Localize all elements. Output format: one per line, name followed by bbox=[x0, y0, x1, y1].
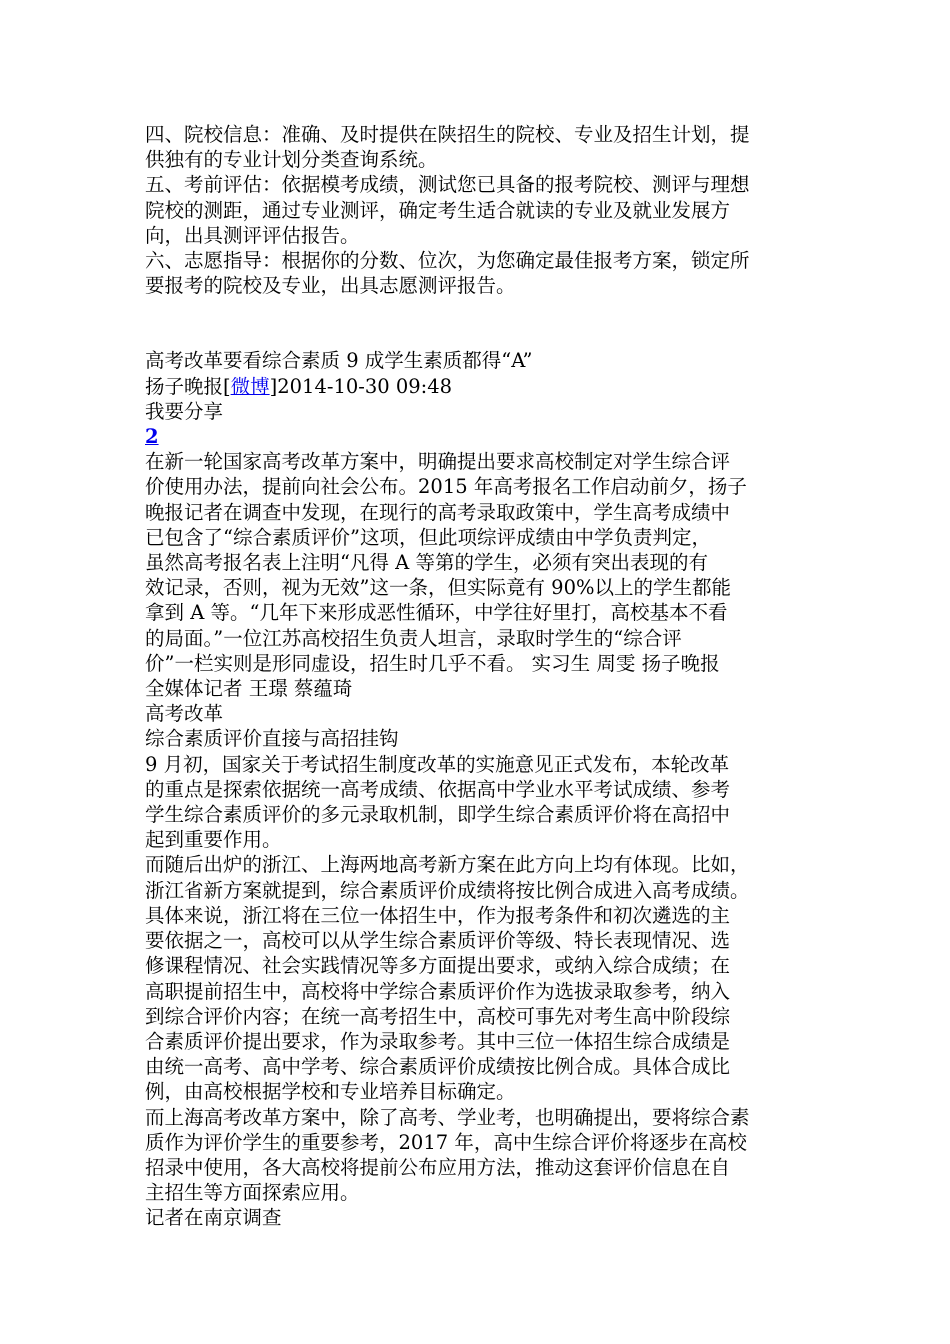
text-line: 修课程情况、社会实践情况等多方面提出要求，或纳入综合成绩；在 bbox=[145, 954, 731, 978]
text-line: 虽然高考报名表上注明“凡得 A 等第的学生，必须有突出表现的有 bbox=[145, 551, 708, 575]
text-line: 已包含了“综合素质评价”这项，但此项综评成绩由中学负责判定， bbox=[145, 525, 711, 549]
spacer bbox=[145, 298, 825, 348]
section-heading: 高考改革 bbox=[145, 702, 224, 726]
text-line: 到综合评价内容；在统一高考招生中，高校可事先对考生高中阶段综 bbox=[145, 1004, 731, 1028]
article-paragraph-4 bbox=[145, 1105, 825, 1206]
text-line: 价使用办法，提前向社会公布。2015 年高考报名工作启动前夕，扬子 bbox=[145, 475, 747, 499]
text-line: 高职提前招生中，高校将中学综合素质评价作为选拔录取参考，纳入 bbox=[145, 979, 731, 1003]
share-count-link[interactable]: 2 bbox=[145, 425, 159, 449]
text-line: 合素质评价提出要求，作为录取参考。其中三位一体招生综合成绩是 bbox=[145, 1029, 731, 1053]
intro-item-6 bbox=[145, 248, 825, 298]
text-line: 而随后出炉的浙江、上海两地高考新方案在此方向上均有体现。比如， bbox=[145, 853, 750, 877]
text-line: 向，出具测评评估报告。 bbox=[145, 223, 360, 247]
article-paragraph-2 bbox=[145, 752, 825, 853]
text-line: 四、院校信息：准确、及时提供在陕招生的院校、专业及招生计划，提 bbox=[145, 123, 750, 146]
text-line: 要报考的院校及专业，出具志愿测评报告。 bbox=[145, 274, 516, 298]
article-paragraph-1 bbox=[145, 449, 825, 701]
text-line: 例，由高校根据学校和专业培养目标确定。 bbox=[145, 1080, 516, 1104]
text-line: 主招生等方面探索应用。 bbox=[145, 1181, 360, 1205]
source-date: ]2014-10-30 09:48 bbox=[269, 374, 453, 398]
document-page bbox=[145, 122, 825, 1231]
text-line: 拿到 A 等。“几年下来形成恶性循环，中学往好里打，高校基本不看 bbox=[145, 601, 728, 625]
text-line: 学生综合素质评价的多元录取机制，即学生综合素质评价将在高招中 bbox=[145, 803, 731, 827]
text-line: 在新一轮国家高考改革方案中，明确提出要求高校制定对学生综合评 bbox=[145, 450, 731, 474]
text-line: 浙江省新方案就提到，综合素质评价成绩将按比例合成进入高考成绩。 bbox=[145, 878, 750, 902]
article-title: 高考改革要看综合素质 9 成学生素质都得“A” bbox=[145, 349, 533, 373]
text-line: 由统一高考、高中学考、综合素质评价成绩按比例合成。具体合成比 bbox=[145, 1055, 731, 1079]
text-line: 而上海高考改革方案中，除了高考、学业考，也明确提出，要将综合素 bbox=[145, 1105, 750, 1129]
article-source bbox=[145, 374, 825, 399]
source-prefix: 扬子晚报[ bbox=[145, 374, 231, 398]
text-line: 招录中使用，各大高校将提前公布应用方法，推动这套评价信息在自 bbox=[145, 1155, 731, 1179]
intro-item-5 bbox=[145, 172, 825, 248]
text-line: 五、考前评估：依据模考成绩，测试您已具备的报考院校、测评与理想 bbox=[145, 173, 750, 197]
text-line: 院校的测距，通过专业测评，确定考生适合就读的专业及就业发展方 bbox=[145, 198, 731, 222]
text-line: 供独有的专业计划分类查询系统。 bbox=[145, 148, 438, 172]
text-line: 全媒体记者 王璟 蔡蕴琦 bbox=[145, 677, 353, 701]
article-paragraph-3 bbox=[145, 852, 825, 1104]
intro-item-4 bbox=[145, 122, 825, 172]
text-line: 效记录，否则，视为无效”这一条，但实际竟有 90%以上的学生都能 bbox=[145, 576, 732, 600]
text-line: 具体来说，浙江将在三位一体招生中，作为报考条件和初次遴选的主 bbox=[145, 903, 731, 927]
text-line: 的局面。”一位江苏高校招生负责人坦言，录取时学生的“综合评 bbox=[145, 626, 682, 650]
text-line: 六、志愿指导：根据你的分数、位次，为您确定最佳报考方案，锁定所 bbox=[145, 249, 750, 273]
share-count-link-wrap bbox=[145, 424, 825, 449]
section-heading: 记者在南京调查 bbox=[145, 1206, 282, 1230]
text-line: 的重点是探索依据统一高考成绩、依据高中学业水平考试成绩、参考 bbox=[145, 777, 731, 801]
text-line: 质作为评价学生的重要参考，2017 年，高中生综合评价将逐步在高校 bbox=[145, 1130, 747, 1154]
text-line: 晚报记者在调查中发现，在现行的高考录取政策中，学生高考成绩中 bbox=[145, 500, 731, 524]
share-label: 我要分享 bbox=[145, 399, 224, 423]
text-line: 起到重要作用。 bbox=[145, 828, 282, 852]
text-line: 价”一栏实则是形同虚设，招生时几乎不看。 实习生 周雯 扬子晚报 bbox=[145, 651, 720, 675]
section-subheading: 综合素质评价直接与高招挂钩 bbox=[145, 727, 399, 751]
text-line: 要依据之一，高校可以从学生综合素质评价等级、特长表现情况、选 bbox=[145, 929, 731, 953]
text-line: 9 月初，国家关于考试招生制度改革的实施意见正式发布，本轮改革 bbox=[145, 752, 730, 776]
weibo-link[interactable]: 微博 bbox=[230, 374, 270, 398]
